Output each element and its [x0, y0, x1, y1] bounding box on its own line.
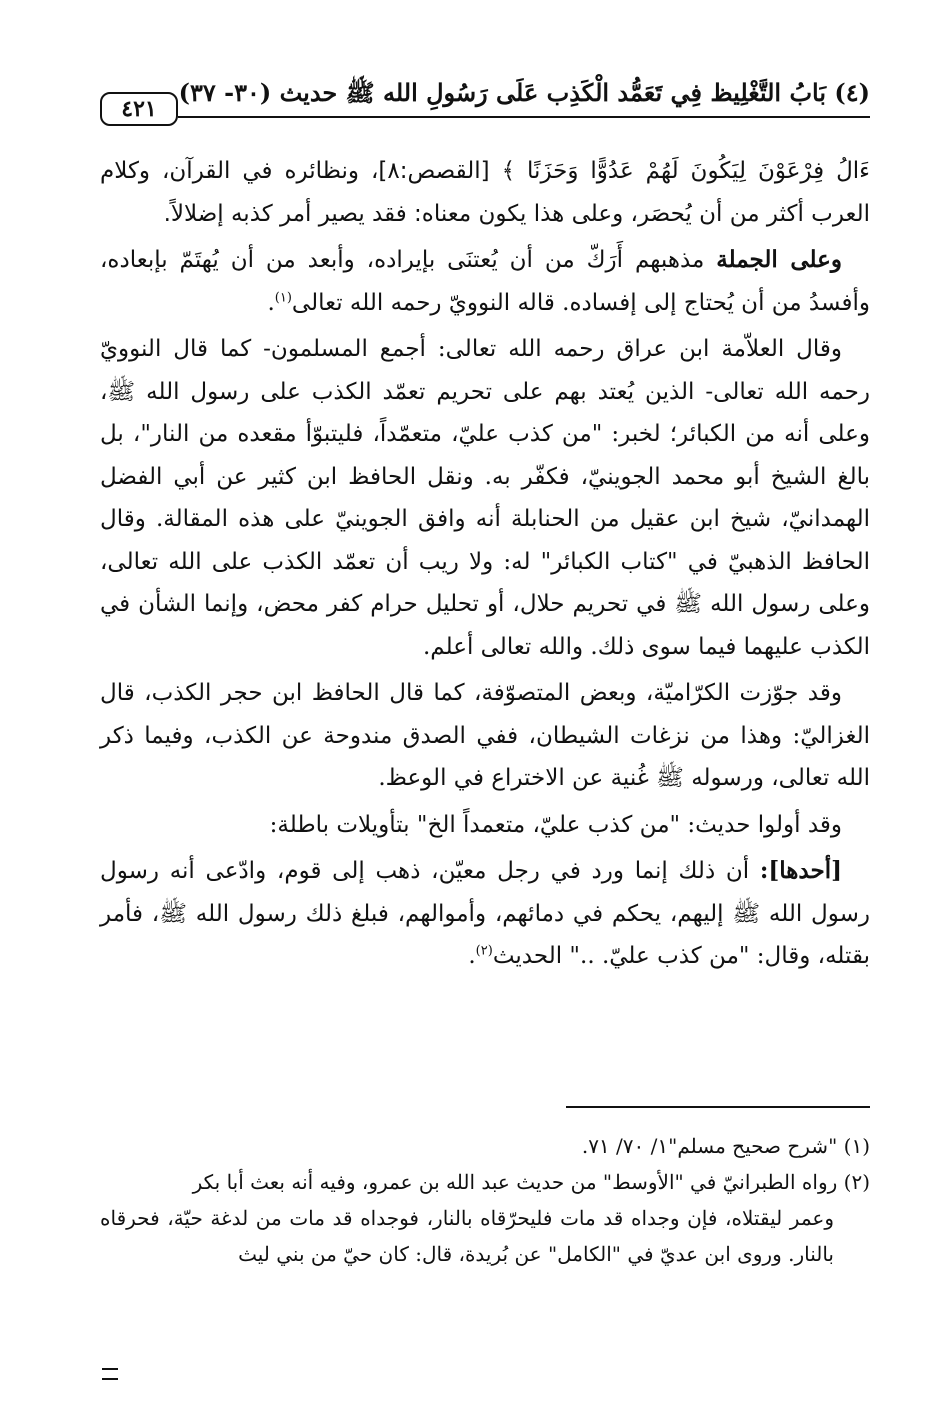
footnote-ref-1[interactable]: (١)	[274, 289, 292, 305]
paragraph-text: مذهبهم أَرَكّ من أن يُعتنَى بإيراده، وأبعد من أن يُهتَمّ بإبعاده، وأفسدُ من أن يُحتاج إلى إفساده. قاله النوويّ رحمه الله تعالى	[100, 247, 870, 316]
bold-lead: [أحدها]:	[759, 857, 842, 884]
paragraph-quran-citation	[100, 150, 870, 235]
paragraph-end: .	[267, 289, 275, 316]
bold-lead: وعلى الجملة	[716, 246, 842, 273]
paragraph-text: أن ذلك إنما ورد في رجل معيّن، ذهب إلى قوم، وادّعى أنه رسول رسول الله ﷺ إليهم، يحكم في دمائهم، وأموالهم، فبلغ ذلك رسول الله ﷺ، فأمر بقتله، وقال: "من كذب عليّ. .." الحديث	[100, 858, 870, 969]
footnote-2: (٢) رواه الطبرانيّ في "الأوسط" من حديث عبد الله بن عمرو، وفيه أنه بعث أبا بكر	[192, 1170, 870, 1194]
page-number: ٤٢١	[100, 92, 178, 126]
paragraph-interpretations: وقد أولوا حديث: "من كذب عليّ، متعمداً الخ" بتأويلات باطلة:	[269, 811, 842, 838]
header-title: (٤) بَابُ التَّغْلِيظ فِي تَعَمُّد الْكَذِب عَلَى رَسُولِ الله ﷺ حديث (٣٠- ٣٧)	[178, 78, 870, 107]
paragraph-first-interpretation	[100, 850, 870, 978]
paragraph-ibn-iraq: وقال العلاّمة ابن عراق رحمه الله تعالى: أجمع المسلمون- كما قال النوويّ رحمه الله تعالى- الذين يُعتد بهم على تحريم تعمّد الكذب على رسول الله ﷺ، وعلى أنه من الكبائر؛ لخبر: "من كذب عليّ، متعمّداً، فليتبوّأ مقعده من النار"، بل بالغ الشيخ أبو محمد الجوينيّ، فكفّر به. ونقل الحافظ ابن كثير عن أبي الفضل الهمدانيّ، شيخ ابن عقيل من الحنابلة أنه وافق الجوينيّ على هذه المقالة. وقال الحافظ الذهبيّ في "كتاب الكبائر" له: ولا ريب أن تعمّد الكذب على الله تعالى، وعلى رسول الله ﷺ في تحريم حلال، أو تحليل حرام كفر محض، وإنما الشأن في الكذب عليهما فيما سوى ذلك. والله تعالى أعلم.	[100, 336, 871, 660]
header-rule	[178, 116, 870, 118]
footnote-separator	[566, 1106, 870, 1108]
footnotes	[100, 1128, 870, 1272]
footnote-2-continuation: وعمر ليقتلاه، فإن وجداه قد مات فليحرّقاه بالنار، فوجداه قد مات من لدغة حيّة، فحرقاه بالنار. وروى ابن عديّ في "الكامل" عن بُريدة، قال: كان حيّ من بني ليث	[100, 1206, 834, 1266]
running-header	[100, 72, 870, 122]
footnote-1: (١) "شرح صحيح مسلم"١/ ٧٠/ ٧١.	[581, 1134, 870, 1158]
paragraph-conclusion	[100, 239, 870, 324]
main-text	[100, 150, 870, 982]
continuation-mark	[102, 1368, 118, 1380]
paragraph-karramiyya: وقد جوّزت الكرّاميّة، وبعض المتصوّفة، كما قال الحافظ ابن حجر الكذب، قال الغزاليّ: وهذا من نزغات الشيطان، ففي الصدق مندوحة عن الكذب، وفيما ذكر الله تعالى، ورسوله ﷺ غُنية عن الاختراع في الوعظ.	[100, 680, 870, 791]
footnote-ref-2[interactable]: (٢)	[475, 943, 493, 959]
paragraph-end: .	[468, 943, 476, 969]
paragraph-text: ءَالُ فِرْعَوْنَ لِيَكُونَ لَهُمْ عَدُوًّا وَحَزَنًا ﴾ [القصص:٨]، ونظائره في القرآن، وكلام العرب أكثر من أن يُحصَر، وعلى هذا يكون معناه: فقد يصير أمر كذبه إضلالاً.	[100, 158, 870, 227]
